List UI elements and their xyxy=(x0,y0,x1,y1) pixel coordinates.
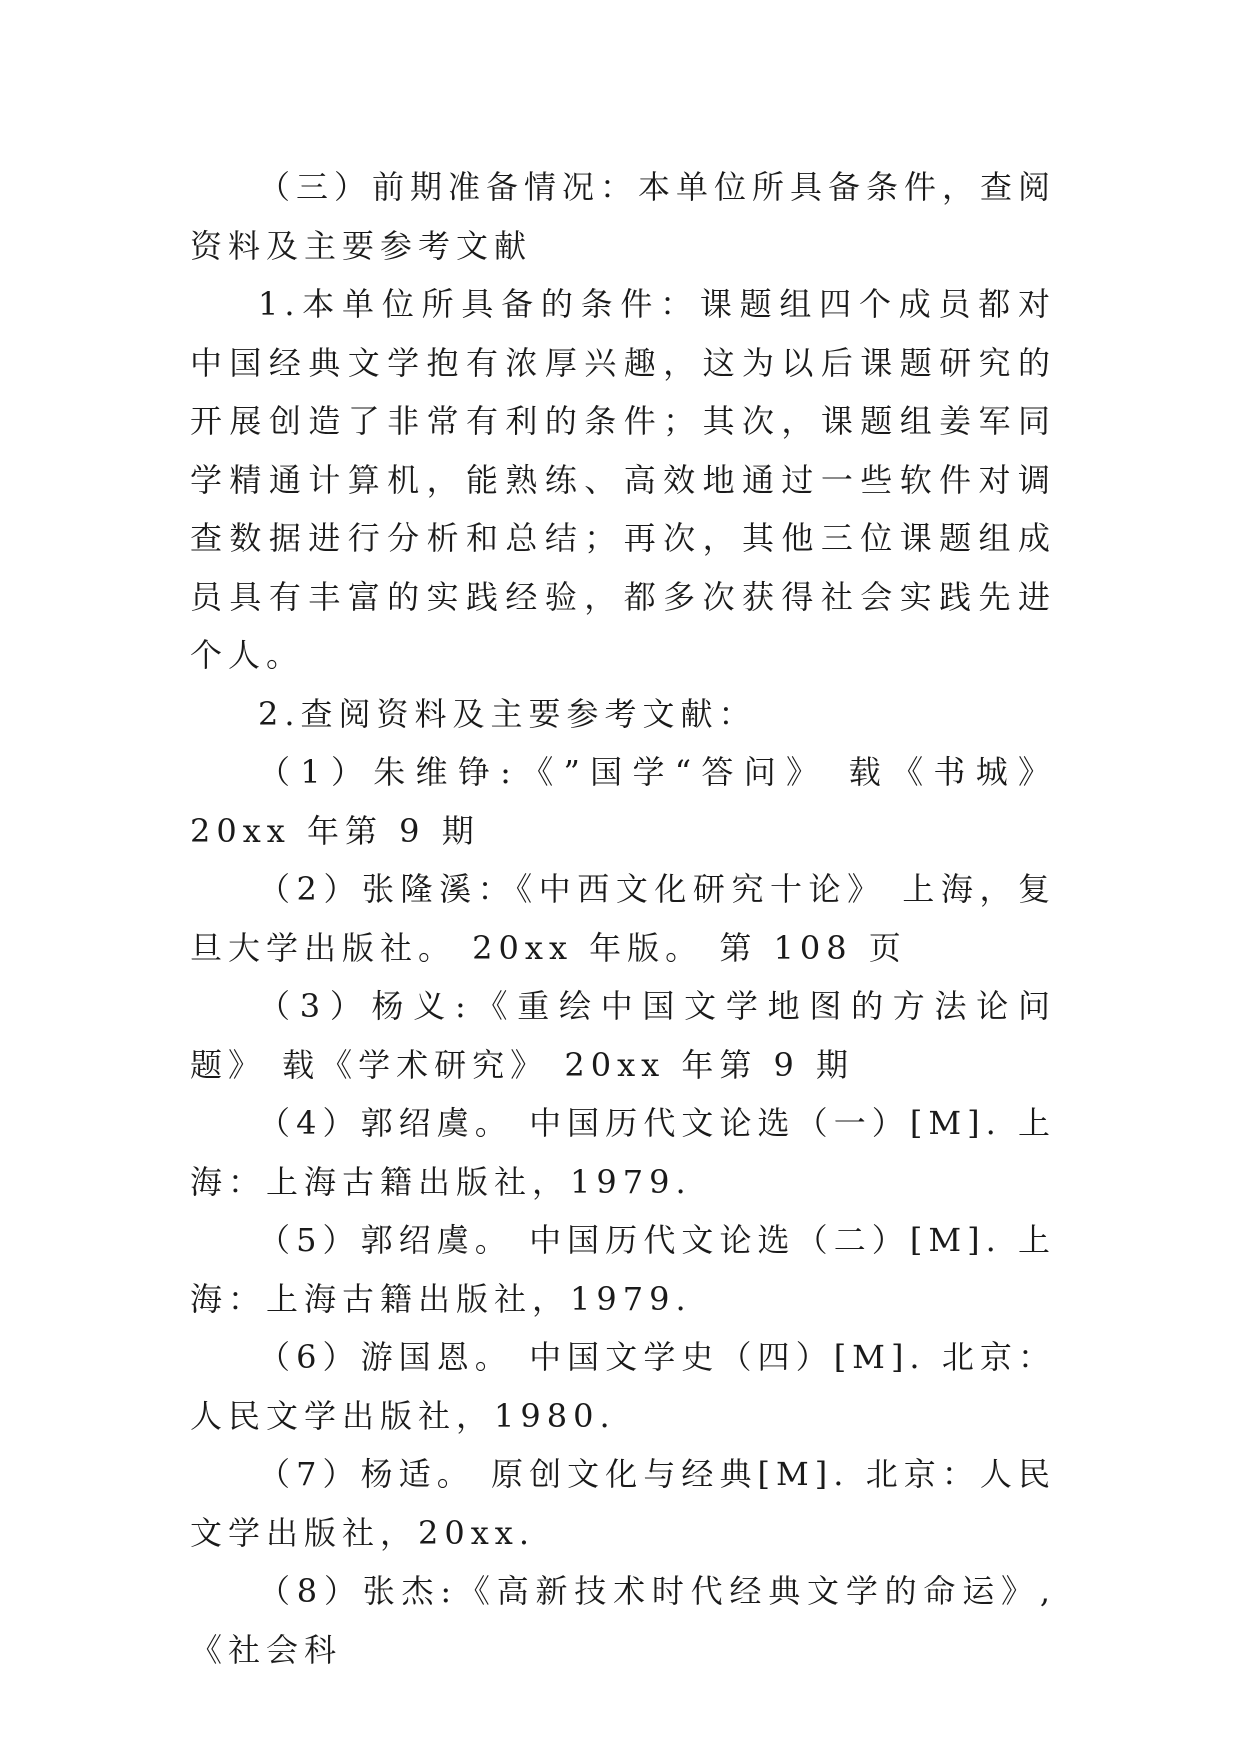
reference-item: （4）郭绍虞。 中国历代文论选（一）[M]. 上海：上海古籍出版社，1979. xyxy=(190,1104,1056,1201)
reference-item: （5）郭绍虞。 中国历代文论选（二）[M]. 上海：上海古籍出版社，1979. xyxy=(190,1221,1056,1318)
document-page xyxy=(190,158,1056,1679)
conditions-paragraph: 1.本单位所具备的条件：课题组四个成员都对中国经典文学抱有浓厚兴趣，这为以后课题研究的开展创造了非常有利的条件；其次，课题组姜军同学精通计算机，能熟练、高效地通过一些软件对调查数据进行分析和总结；再次，其他三位课题组成员具有丰富的实践经验，都多次获得社会实践先进个人。 xyxy=(190,285,1056,674)
reference-item: （7）杨适。 原创文化与经典[M]. 北京：人民文学出版社，20xx. xyxy=(190,1455,1056,1552)
reference-item: （8）张杰:《高新技术时代经典文学的命运》,《社会科 xyxy=(190,1572,1056,1669)
section-heading: （三）前期准备情况：本单位所具备条件，查阅资料及主要参考文献 xyxy=(190,168,1057,265)
reference-item: （6）游国恩。 中国文学史（四）[M]. 北京：人民文学出版社，1980. xyxy=(190,1338,1056,1435)
reference-item: （1）朱维铮:《”国学“答问》 载《书城》20xx 年第 9 期 xyxy=(190,753,1056,850)
reference-item: （2）张隆溪：《中西文化研究十论》 上海，复旦大学出版社。 20xx 年版。 第 108 页 xyxy=(190,870,1056,967)
references-intro: 2.查阅资料及主要参考文献： xyxy=(258,694,757,733)
reference-item: （3）杨义:《重绘中国文学地图的方法论问题》 载《学术研究》 20xx 年第 9 期 xyxy=(190,987,1056,1084)
